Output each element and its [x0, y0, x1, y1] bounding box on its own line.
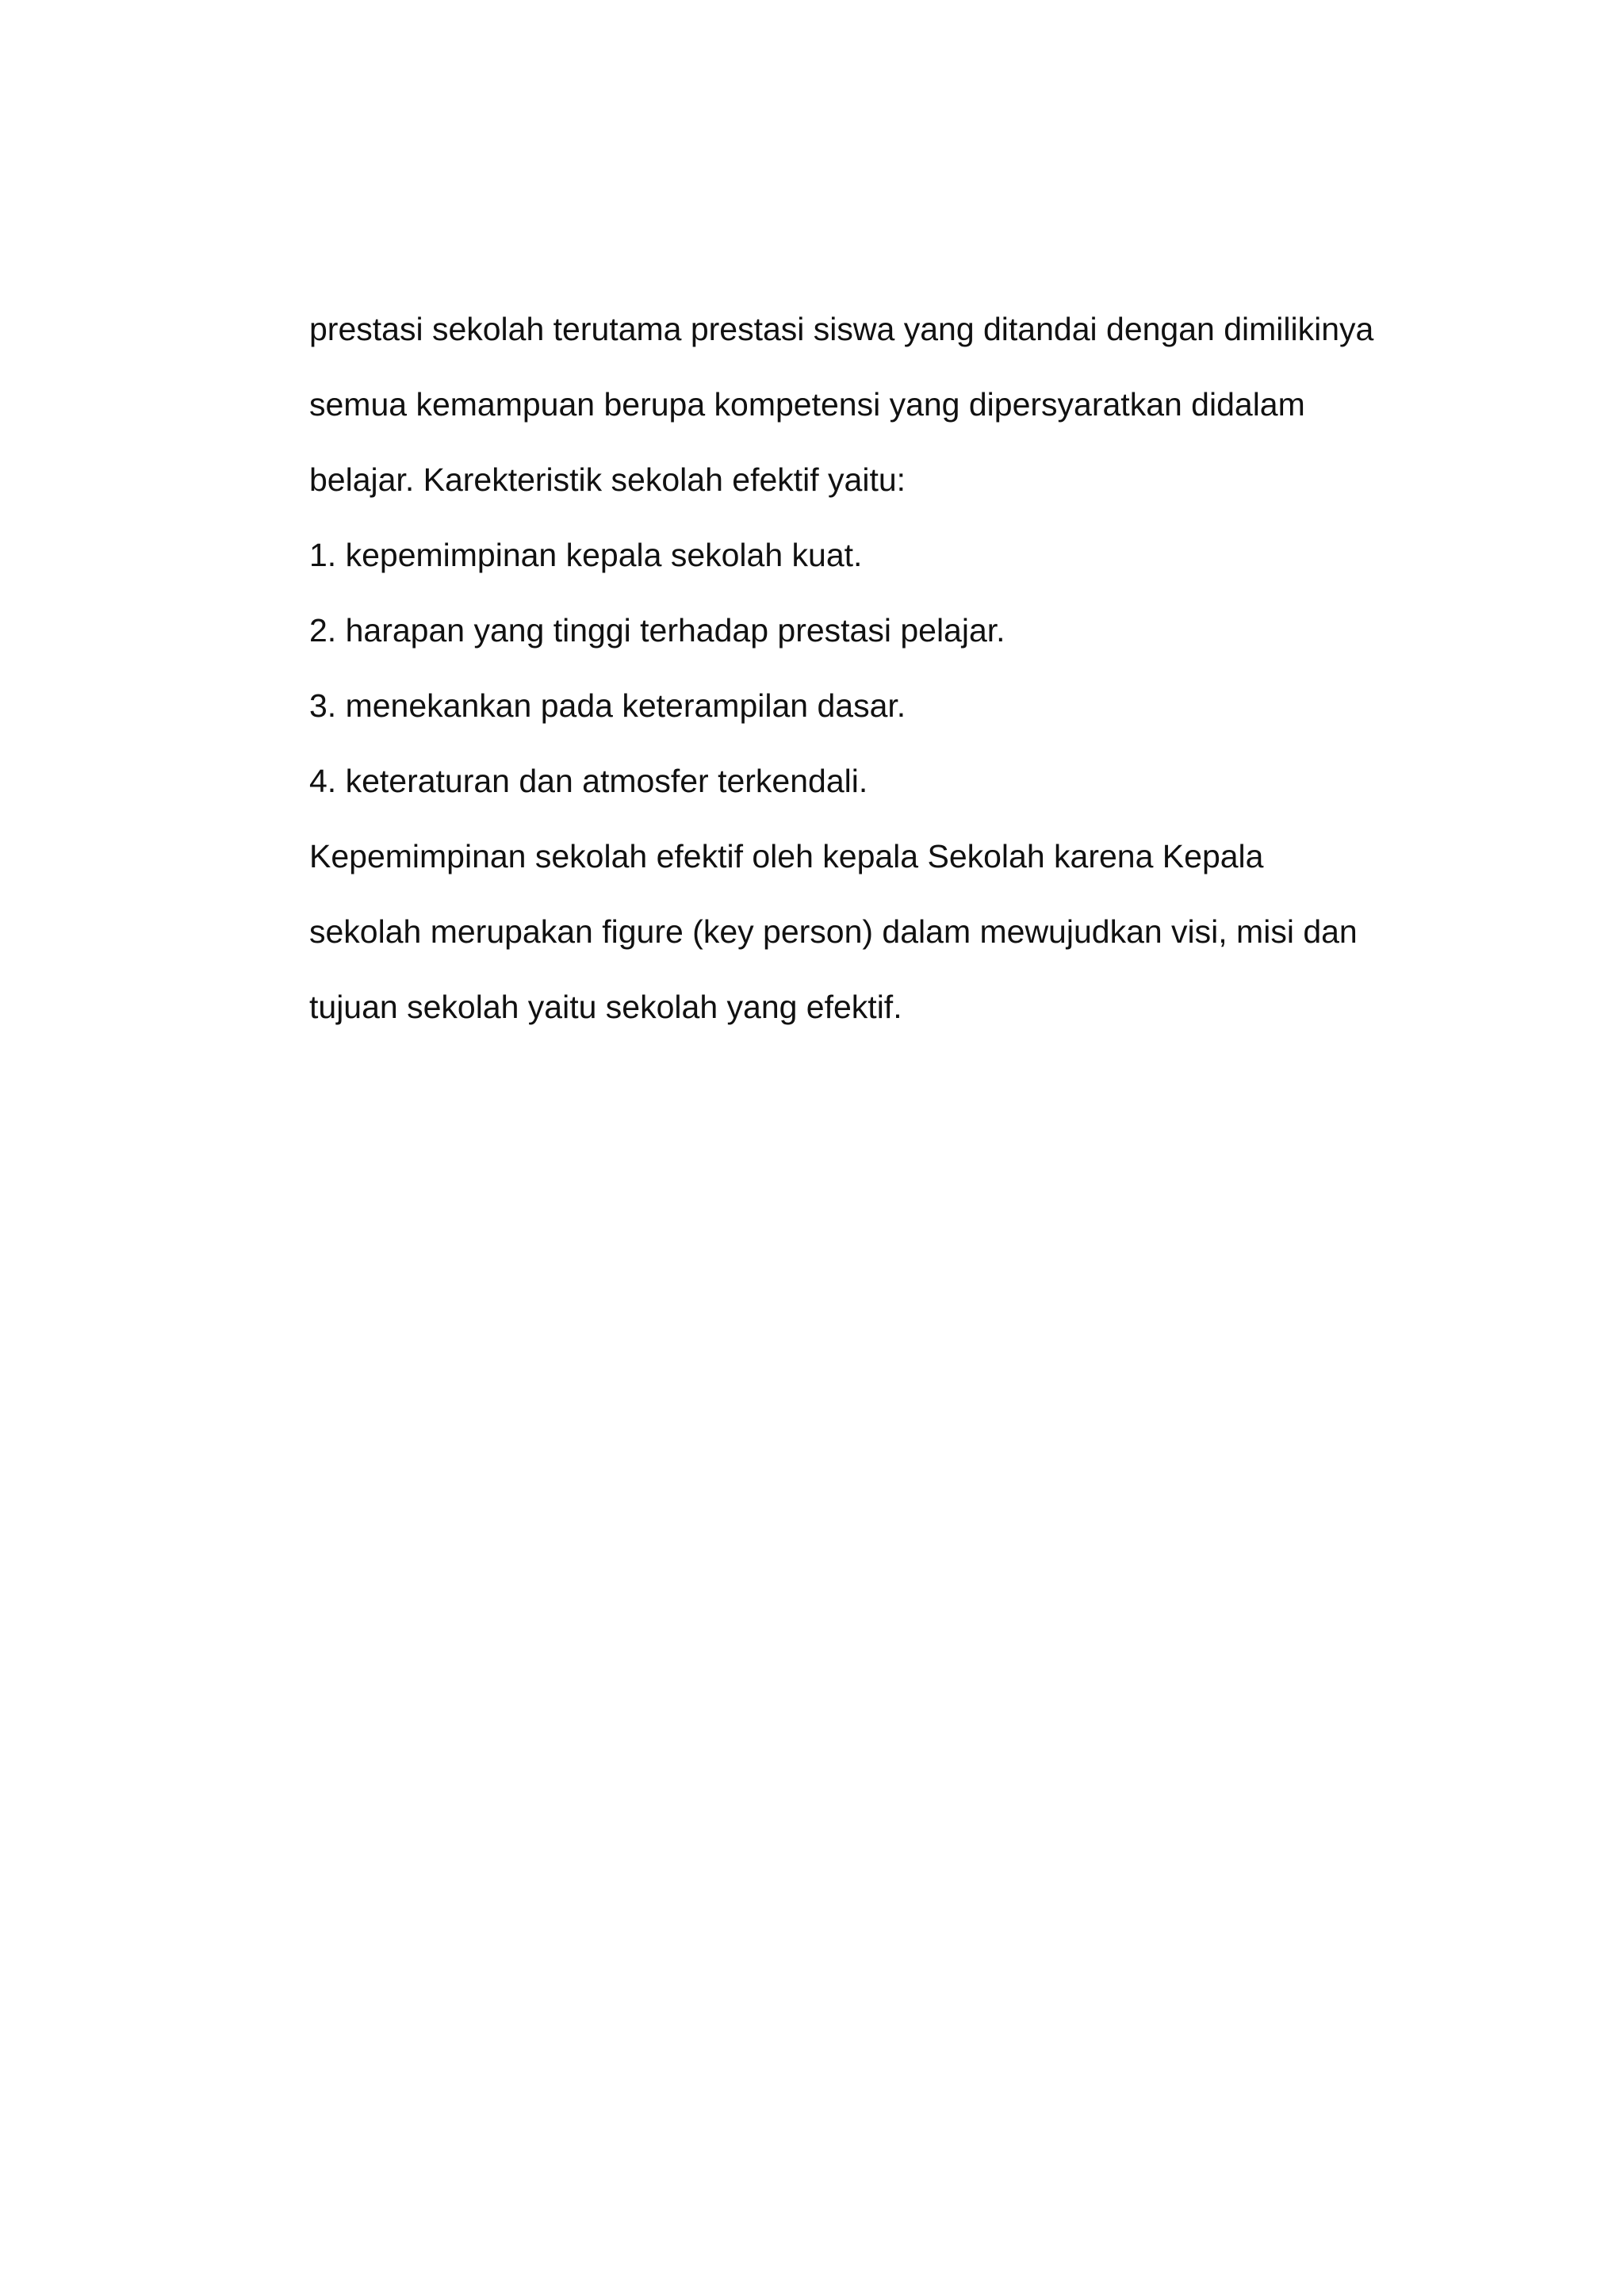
intro-paragraph [309, 301, 1419, 527]
characteristics-list [309, 527, 1419, 828]
document-body [309, 301, 1419, 1054]
text-line: belajar. Karekteristik sekolah efektif yaitu: [309, 461, 906, 498]
text-line: semua kemampuan berupa kompetensi yang dipersyaratkan didalam [309, 386, 1305, 423]
text-line: Kepemimpinan sekolah efektif oleh kepala Sekolah karena Kepala [309, 838, 1264, 874]
list-item: 2. harapan yang tinggi terhadap prestasi pelajar. [309, 612, 1005, 649]
text-line: sekolah merupakan figure (key person) dalam mewujudkan visi, misi dan [309, 913, 1358, 950]
list-item: 4. keteraturan dan atmosfer terkendali. [309, 763, 868, 799]
text-line: tujuan sekolah yaitu sekolah yang efektif. [309, 989, 902, 1025]
list-item: 3. menekankan pada keterampilan dasar. [309, 687, 906, 724]
text-line: prestasi sekolah terutama prestasi siswa yang ditandai dengan dimilikinya [309, 311, 1374, 347]
list-item: 1. kepemimpinan kepala sekolah kuat. [309, 537, 863, 573]
closing-paragraph [309, 828, 1419, 1054]
